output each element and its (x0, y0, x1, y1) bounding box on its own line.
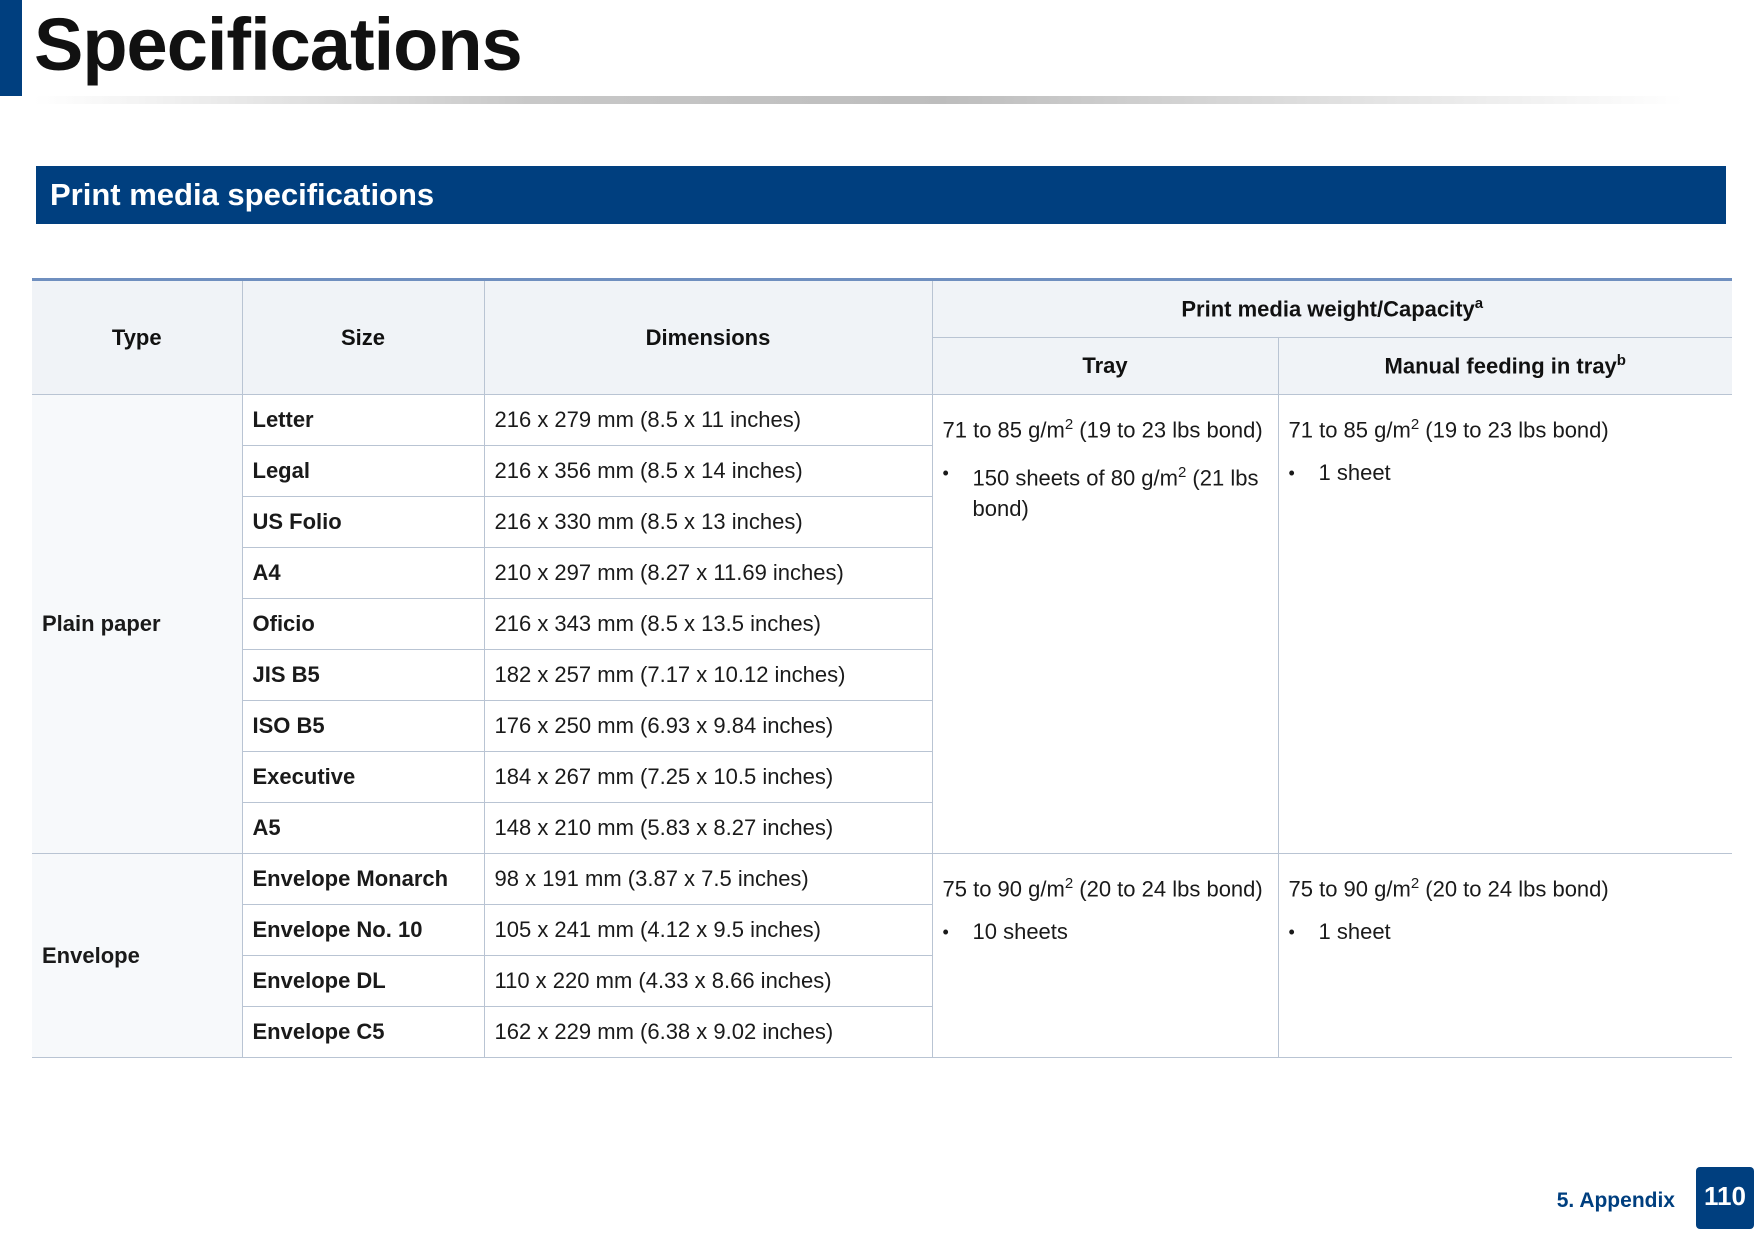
header-size: Size (242, 280, 484, 395)
size-cell: Envelope DL (242, 956, 484, 1007)
section-header (36, 166, 1726, 224)
type-cell-envelope: Envelope (32, 854, 242, 1058)
tray-weight (943, 411, 1268, 444)
bullet-icon: • (1288, 463, 1295, 484)
tray-sheets-exponent: 2 (1177, 464, 1187, 482)
size-cell: JIS B5 (242, 650, 484, 701)
manual-bullet-text: 1 sheet (1318, 919, 1391, 945)
manual-weight (1289, 870, 1723, 903)
dimensions-cell: 216 x 356 mm (8.5 x 14 inches) (484, 446, 932, 497)
tray-weight-text: 75 to 90 g/m (942, 876, 1065, 902)
table-row (32, 854, 1732, 905)
tray-bullet-text: 10 sheets (972, 919, 1068, 945)
size-cell: Envelope Monarch (242, 854, 484, 905)
size-cell: Letter (242, 395, 484, 446)
tray-weight-exponent: 2 (1064, 875, 1074, 892)
size-cell: A4 (242, 548, 484, 599)
header-dimensions: Dimensions (484, 280, 932, 395)
tray-weight (943, 870, 1268, 903)
size-cell: Executive (242, 752, 484, 803)
manual-weight-bond: (20 to 24 lbs bond) (1419, 876, 1609, 902)
print-media-spec-table (32, 278, 1732, 1058)
manual-bullet-text: 1 sheet (1318, 460, 1391, 486)
footnote-a: a (1474, 295, 1484, 313)
manual-bullet (1289, 917, 1723, 947)
footer-chapter-label: 5. Appendix (1556, 1189, 1675, 1212)
dimensions-cell: 148 x 210 mm (5.83 x 8.27 inches) (484, 803, 932, 854)
manual-capacity-envelope (1278, 854, 1732, 1058)
dimensions-cell: 98 x 191 mm (3.87 x 7.5 inches) (484, 854, 932, 905)
footnote-b: b (1616, 352, 1626, 370)
tray-bullet (943, 917, 1268, 947)
dimensions-cell: 176 x 250 mm (6.93 x 9.84 inches) (484, 701, 932, 752)
manual-bullet (1289, 458, 1723, 488)
type-cell-plain-paper: Plain paper (32, 395, 242, 854)
dimensions-cell: 210 x 297 mm (8.27 x 11.69 inches) (484, 548, 932, 599)
header-manual-feeding (1278, 338, 1732, 395)
size-cell: ISO B5 (242, 701, 484, 752)
size-cell: Envelope No. 10 (242, 905, 484, 956)
table-row (32, 395, 1732, 446)
tray-weight-bond: (20 to 24 lbs bond) (1073, 876, 1263, 902)
tray-bullet (943, 458, 1268, 523)
tray-weight-text: 71 to 85 g/m (942, 417, 1065, 443)
header-weight-capacity-label: Print media weight/Capacity (1181, 296, 1475, 322)
tray-capacity-envelope (932, 854, 1278, 1058)
title-divider (34, 96, 1684, 104)
manual-weight-text: 71 to 85 g/m (1288, 417, 1411, 443)
manual-weight (1289, 411, 1723, 444)
header-type: Type (32, 280, 242, 395)
size-cell: Envelope C5 (242, 1007, 484, 1058)
page-title: Specifications (34, 3, 522, 86)
size-cell: A5 (242, 803, 484, 854)
tray-weight-bond: (19 to 23 lbs bond) (1073, 417, 1263, 443)
manual-weight-bond: (19 to 23 lbs bond) (1419, 417, 1609, 443)
size-cell: Legal (242, 446, 484, 497)
tray-sheets-text: 150 sheets of 80 g/m (972, 465, 1178, 491)
section-title: Print media specifications (50, 177, 435, 212)
manual-weight-text: 75 to 90 g/m (1288, 876, 1411, 902)
bullet-icon: • (942, 463, 949, 484)
tray-sheets-bond: (21 lbs bond) (972, 465, 1259, 521)
dimensions-cell: 216 x 279 mm (8.5 x 11 inches) (484, 395, 932, 446)
dimensions-cell: 105 x 241 mm (4.12 x 9.5 inches) (484, 905, 932, 956)
tray-bullet-text (973, 458, 1268, 523)
manual-capacity-plain-paper (1278, 395, 1732, 854)
dimensions-cell: 182 x 257 mm (7.17 x 10.12 inches) (484, 650, 932, 701)
header-manual-feeding-label: Manual feeding in tray (1384, 353, 1617, 379)
header-weight-capacity (932, 280, 1732, 338)
bullet-icon: • (1288, 922, 1295, 943)
size-cell: Oficio (242, 599, 484, 650)
tray-weight-exponent: 2 (1064, 416, 1074, 433)
dimensions-cell: 110 x 220 mm (4.33 x 8.66 inches) (484, 956, 932, 1007)
title-accent-bar (0, 0, 22, 96)
header-tray: Tray (932, 338, 1278, 395)
manual-weight-exponent: 2 (1410, 875, 1420, 892)
size-cell: US Folio (242, 497, 484, 548)
manual-weight-exponent: 2 (1410, 416, 1420, 433)
bullet-icon: • (942, 922, 949, 943)
dimensions-cell: 216 x 330 mm (8.5 x 13 inches) (484, 497, 932, 548)
dimensions-cell: 216 x 343 mm (8.5 x 13.5 inches) (484, 599, 932, 650)
page-number-badge: 110 (1696, 1167, 1754, 1229)
dimensions-cell: 184 x 267 mm (7.25 x 10.5 inches) (484, 752, 932, 803)
dimensions-cell: 162 x 229 mm (6.38 x 9.02 inches) (484, 1007, 932, 1058)
tray-capacity-plain-paper (932, 395, 1278, 854)
